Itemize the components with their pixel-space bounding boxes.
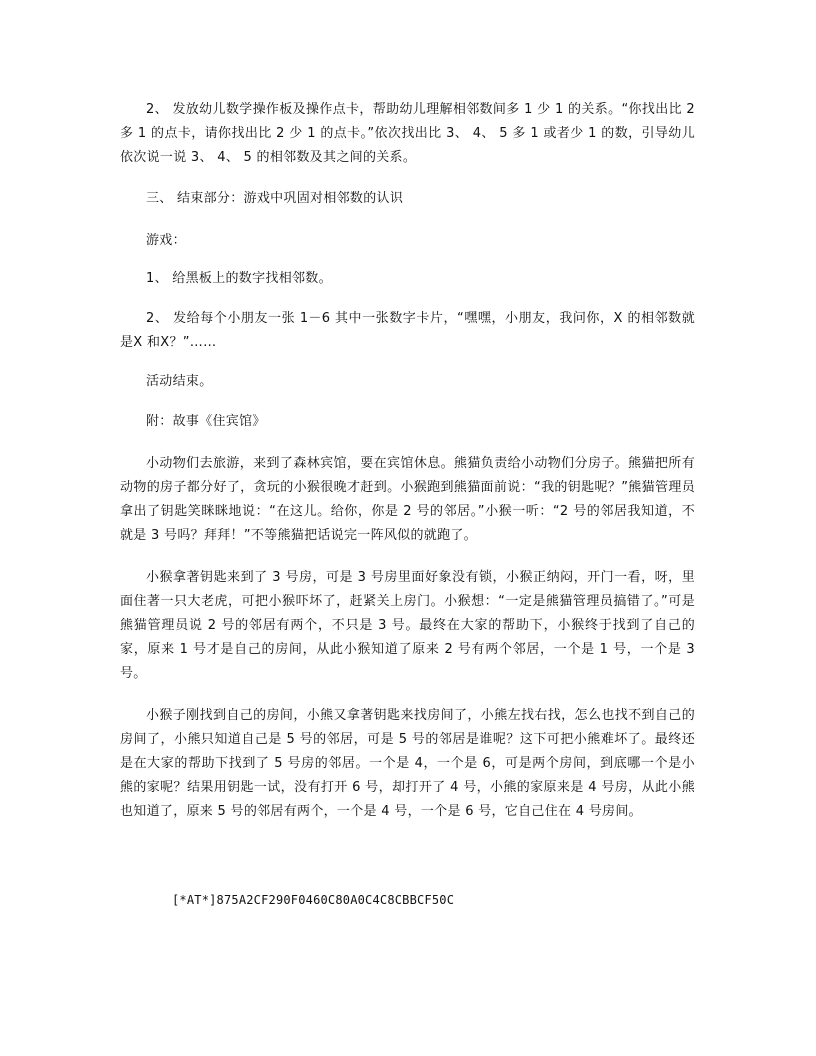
paragraph-game-step-1: 1、 给黑板上的数字找相邻数。: [146, 271, 332, 286]
paragraph-game-step-2: 2、 发给每个小朋友一张 1－6 其中一张数字卡片，“嘿嘿，小朋友，我问你，X 的相邻数就是X 和X？”……: [120, 311, 695, 350]
paragraph-activity-2: 2、 发放幼儿数学操作板及操作点卡，帮助幼儿理解相邻数间多 1 少 1 的关系。“你找出比 2 多 1 的点卡，请你找出比 2 少 1 的点卡。”依次找出比 3、 4、 5 多 1 或者少 1 的数，引导幼儿依次说一说 3、 4、 5 的相邻数及其之间的关系。: [120, 102, 695, 165]
story-paragraph-1: 小动物们去旅游，来到了森林宾馆，要在宾馆休息。熊猫负责给小动物们分房子。熊猫把所有动物的房子都分好了，贪玩的小猴很晚才赶到。小猴跑到熊猫面前说：“我的钥匙呢？”熊猫管理员拿出了钥匙笑眯眯地说：“在这儿。给你，你是 2 号的邻居。”小猴一听：“2 号的邻居我知道，不就是 3 号吗？拜拜！”不等熊猫把话说完一阵风似的就跑了。: [120, 456, 695, 543]
story-paragraph-3: 小猴子刚找到自己的房间，小熊又拿著钥匙来找房间了，小熊左找右找，怎么也找不到自己的房间了，小熊只知道自己是 5 号的邻居，可是 5 号的邻居是谁呢？这下可把小熊难坏了。最终还是在大家的帮助下找到了 5 号房的邻居。一个是 4，一个是 6，可是两个房间，到底哪一个是小熊的家呢？结果用钥匙一试，没有打开 6 号，却打开了 4 号，小熊的家原来是 4 号房，从此小熊也知道了，原来 5 号的邻居有两个，一个是 4 号，一个是 6 号，它自己住在 4 号房间。: [120, 708, 695, 819]
story-paragraph-2: 小猴拿著钥匙来到了 3 号房，可是 3 号房里面好象没有锁，小猴正纳闷，开门一看，呀，里面住著一只大老虎，可把小猴吓坏了，赶紧关上房门。小猴想：“一定是熊猫管理员搞错了。”可是熊猫管理员说 2 号的邻居有两个，不只是 3 号。最终在大家的帮助下，小猴终于找到了自己的家，原来 1 号才是自己的房间，从此小猴知道了原来 2 号有两个邻居，一个是 1 号，一个是 3 号。: [120, 570, 695, 681]
paragraph-activity-end: 活动结束。: [146, 374, 213, 389]
story-title: 附：故事《住宾馆》: [146, 414, 266, 429]
document-id-code: [*AT*]875A2CF290F0460C80A0C4C8CBBCF50C: [172, 893, 455, 907]
section-heading-ending: 三、 结束部分：游戏中巩固对相邻数的认识: [146, 191, 404, 206]
paragraph-game-label: 游戏：: [146, 233, 186, 248]
